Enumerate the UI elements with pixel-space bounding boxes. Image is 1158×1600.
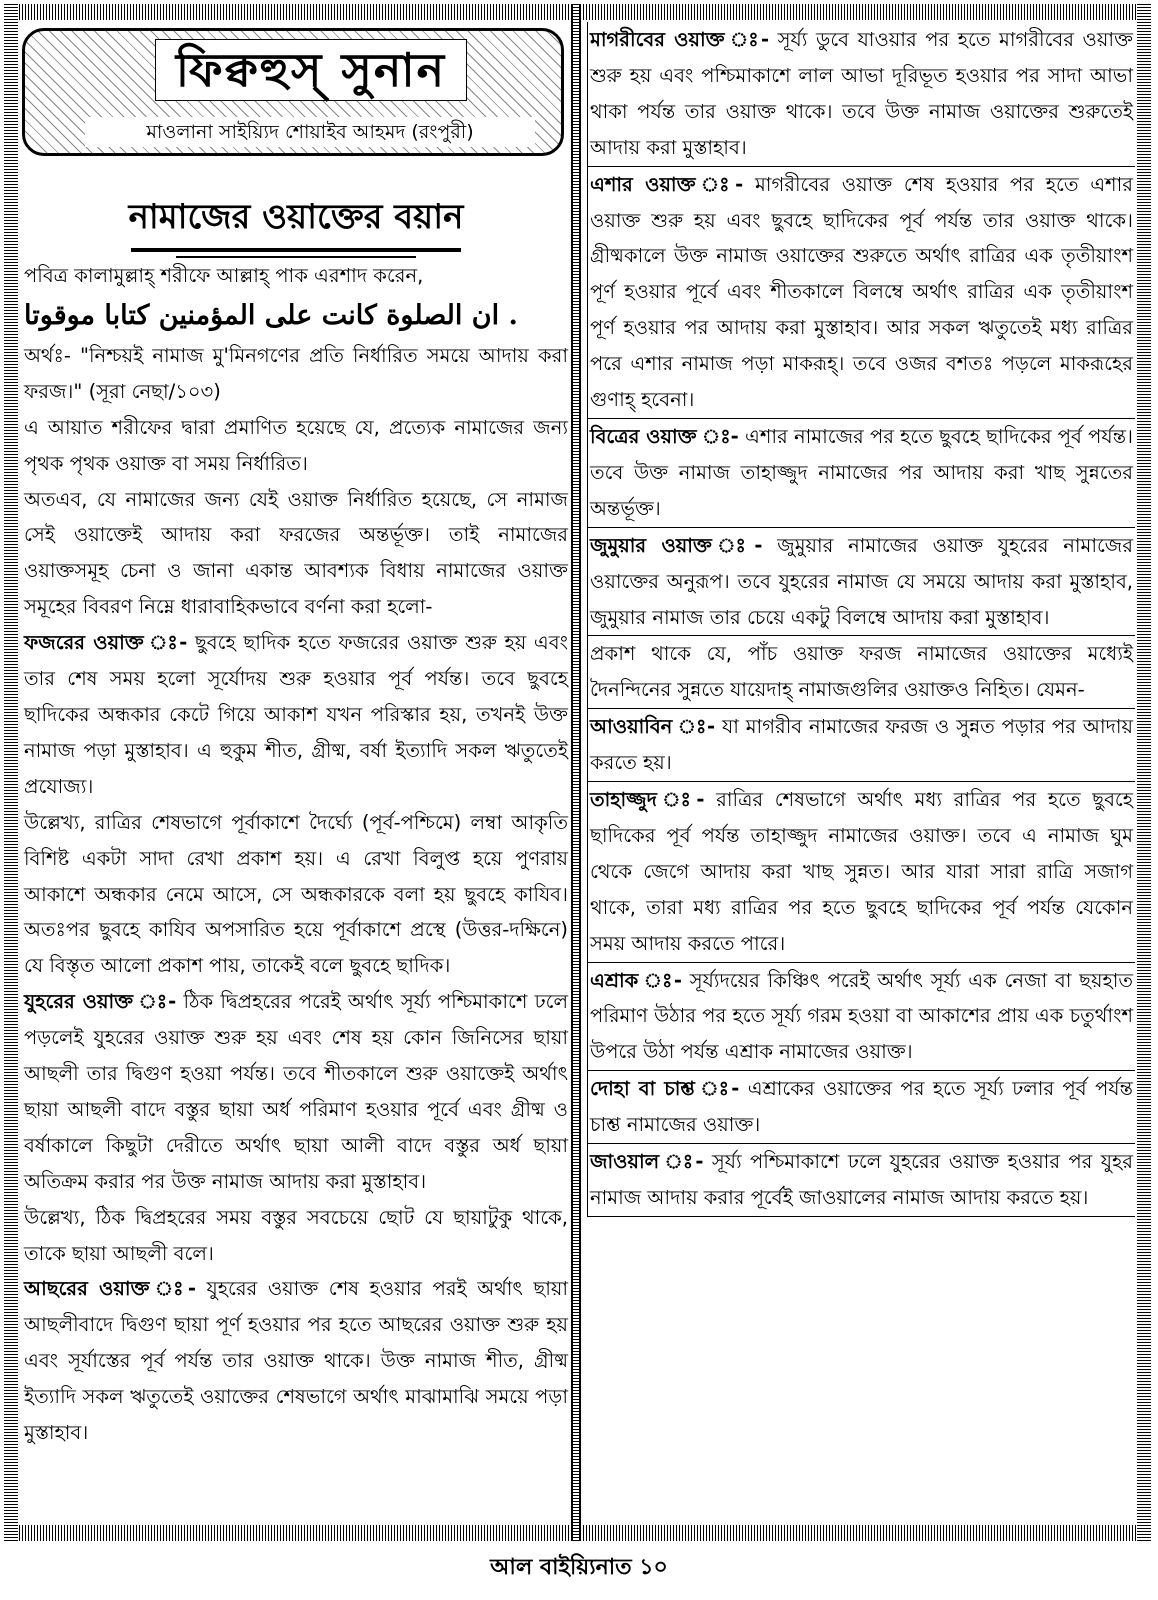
paragraph: প্রকাশ থাকে যে, পাঁচ ওয়াক্ত ফরজ নামাজের ওয়াক্তের মধ্যেই দৈনন্দিনের সুন্নতে যায়েদাহ্ নামাজগুলির ওয়াক্তও নিহিত। যেমন- — [587, 636, 1135, 709]
section-text: যুহরের ওয়াক্ত শেষ হওয়ার পরই অর্থাৎ ছায়া আছলীবাদে দ্বিগুণ ছায়া পূর্ণ হওয়ার পর হতে আছরের ওয়াক্ত শুরু হয় এবং সূর্যাস্তের পূর্ব পর্যন্ত তার ওয়াক্ত থাকে। উক্ত নামাজ শীত, গ্রীষ্ম ইত্যাদি সকল ঋতুতেই ওয়াক্তের শেষভাগে অর্থাৎ মাঝামাঝি সময়ে পড়া মুস্তাহাব। — [24, 1277, 568, 1445]
jumua-section — [587, 528, 1135, 637]
section-label: ফজরের ওয়াক্ত ঃ- — [24, 631, 188, 655]
zawal-section — [587, 1144, 1135, 1217]
section-text: মাগরীবের ওয়াক্ত শেষ হওয়ার পর হতে এশার ওয়াক্ত শুরু হয় এবং ছুবহে ছাদিকের পূর্ব পর্যন্ত তার ওয়াক্ত থাকে। গ্রীষ্মকালে উক্ত নামাজ ওয়াক্তের শুরুতে অর্থাৎ রাত্রির এক তৃতীয়াংশ পূর্ণ হওয়ার পূর্বে এবং শীতকালে বিলম্বে অর্থাৎ রাত্রির এক তৃতীয়াংশ পূর্ণ হওয়ার পর আদায় করা মুস্তাহাব। আর সকল ঋতুতেই মধ্য রাত্রির পরে এশার নামাজ পড়া মাকরূহ্। তবে ওজর বশতঃ পড়লে মাকরূহের গুণাহ্ হবেনা। — [590, 172, 1133, 412]
column-divider — [571, 4, 581, 1541]
section-label: আছরের ওয়াক্ত ঃ- — [24, 1277, 196, 1301]
article-heading: নামাজের ওয়াক্তের বয়ান — [128, 197, 464, 237]
zuhr-section — [22, 984, 570, 1199]
fajr-section — [22, 625, 570, 805]
right-border — [1137, 4, 1151, 1541]
section-text: এশ্রাকের ওয়াক্তের পর হতে সূর্য্য ঢলার পূর্ব পর্যন্ত চাশ্ত নামাজের ওয়াক্ত। — [590, 1077, 1133, 1137]
section-label: বিত্রের ওয়াক্ত ঃ- — [590, 424, 739, 448]
paragraph: উল্লেখ্য, ঠিক দ্বিপ্রহরের সময় বস্তুর সবচেয়ে ছোট যে ছায়াটুকু থাকে, তাকে ছায়া আছলী বলে। — [24, 1205, 568, 1265]
section-text: সূর্য্য পশ্চিমাকাশে ঢলে যুহরের ওয়াক্ত হওয়ার পর যুহর নামাজ আদায় করার পূর্বেই জাওয়ালের নামাজ আদায় করতে হয়। — [590, 1150, 1133, 1209]
maghrib-section — [587, 22, 1135, 167]
section-text: জুমুয়ার নামাজের ওয়াক্ত যুহরের নামাজের ওয়াক্তের অনুরূপ। তবে যুহরের নামাজ যে সময়ে আদায় করা মুস্তাহাব, জুমুয়ার নামাজ তার চেয়ে একটু বিলম্বে আদায় করা মুস্তাহাব। — [590, 533, 1133, 629]
witr-section — [587, 419, 1135, 528]
heading-underline — [131, 248, 461, 252]
asr-section — [22, 1271, 570, 1451]
page-footer: আল বাইয়্যিনাত ১০ — [490, 1555, 668, 1580]
article-body-left — [22, 258, 570, 1451]
section-text: ঠিক দ্বিপ্রহরের পরেই অর্থাৎ সূর্য্য পশ্চিমাকাশে ঢলে পড়লেই যুহরের ওয়াক্ত শুরু হয় এবং শেষ হয় কোন জিনিসের ছায়া আছলী তার দ্বিগুণ হওয়া পর্যন্ত। তবে শীতকালে শুরু ওয়াক্তেই অর্থাৎ ছায়া আছলী বাদে বস্তুর ছায়া অর্ধ পরিমাণ হওয়ার পূর্বে এবং গ্রীষ্ম ও বর্ষাকালে কিছুটা দেরীতে অর্থাৎ ছায়া আলী বাদে বস্তুর অর্ধ ছায়া অতিক্রম করার পর উক্ত নামাজ আদায় করা মুস্তাহাব। — [24, 990, 568, 1193]
section-text: রাত্রির শেষভাগে অর্থাৎ মধ্য রাত্রির পর হতে ছুবহে ছাদিকের পূর্ব পর্যন্ত তাহাজ্জুদ নামাজের ওয়াক্ত। তবে এ নামাজ ঘুম থেকে জেগে আদায় করা খাছ সুন্নত। আর যারা সারা রাত্রি সজাগ থাকে, তারা মধ্য রাত্রির পর হতে ছুবহে ছাদিকের পূর্ব পর্যন্ত যেকোন সময় আদায় করতে পারে। — [590, 788, 1133, 955]
section-label: আওয়াবিন ঃ- — [590, 715, 716, 739]
section-text: এশার নামাজের পর হতে ছুবহে ছাদিকের পূর্ব পর্যন্ত। তবে উক্ত নামাজ তাহাজ্জুদ নামাজের পর আদায় করা খাছ সুন্নতের অন্তর্ভূক্ত। — [590, 424, 1133, 520]
section-text: যা মাগরীব নামাজের ফরজ ও সুন্নত পড়ার পর আদায় করতে হয়। — [590, 715, 1133, 775]
banner-title: ফিক্বহুস্ সুনান — [155, 39, 467, 101]
section-label: দোহা বা চাশ্ত ঃ- — [590, 1077, 740, 1101]
section-label: জুমুয়ার ওয়াক্ত ঃ- — [590, 533, 763, 557]
section-label: যুহরের ওয়াক্ত ঃ- — [24, 990, 177, 1014]
duha-section — [587, 1071, 1135, 1144]
paragraph: উল্লেখ্য, রাত্রির শেষভাগে পূর্বাকাশে দৈর্ঘ্যে (পূর্ব-পশ্চিমে) লম্বা আকৃতি বিশিষ্ট একটা সাদা রেখা প্রকাশ হয়। এ রেখা বিলুপ্ত হয়ে পুণরায় আকাশে অন্ধকার নেমে আসে, সে অন্ধকারকে বলা হয় ছুবহে কাযিব। অতঃপর ছুবহে কাযিব অপসারিত হয়ে পূর্বাকাশে প্রস্থে (উত্তর-দক্ষিনে) যে বিস্তৃত আলো প্রকাশ পায়, তাকেই বলে ছুবহে ছাদিক। — [24, 810, 568, 978]
section-label: মাগরীবের ওয়াক্ত ঃ- — [590, 28, 770, 51]
ishraq-section — [587, 963, 1135, 1072]
isha-section — [587, 167, 1135, 419]
column-banner — [22, 28, 564, 156]
tahajjud-section — [587, 782, 1135, 963]
section-label: তাহাজ্জুদ ঃ- — [590, 788, 705, 812]
section-text: ছুবহে ছাদিক হতে ফজরের ওয়াক্ত শুরু হয় এবং তার শেষ সময় হলো সূর্যোদয় শুরু হওয়ার পূর্ব পর্যন্ত। তবে ছুবহে ছাদিকের অন্ধকার কেটে গিয়ে আকাশ যখন পরিস্কার হয়, তখনই উক্ত নামাজ পড়া মুস্তাহাব। এ হুকুম শীত, গ্রীষ্ম, বর্ষা ইত্যাদি সকল ঋতুতেই প্রযোজ্য। — [24, 631, 568, 798]
banner-author: মাওলানা সাইয়্যিদ শোয়াইব আহমদ (রংপুরী) — [85, 117, 535, 147]
section-label: এশ্রাক ঃ- — [590, 968, 683, 992]
section-label: জাওয়াল ঃ- — [590, 1150, 704, 1174]
arabic-verse: ان الصلوة كانت على المؤمنين كتابا موقوتا . — [24, 299, 518, 331]
section-text: সূর্য্য ডুবে যাওয়ার পর হতে মাগরীবের ওয়াক্ত শুরু হয় এবং পশ্চিমাকাশে লাল আভা দূরিভূত হওয়ার পর সাদা আভা থাকা পর্যন্ত তার ওয়াক্ত থাকে। তবে উক্ত নামাজ ওয়াক্তের শুরুতেই আদায় করা মুস্তাহাব। — [590, 28, 1133, 159]
section-text: সূর্য্যদয়ের কিঞ্চিৎ পরেই অর্থাৎ সূর্য্য এক নেজা বা ছয়হাত পরিমাণ উঠার পর হতে সূর্য্য গরম হওয়া বা আকাশের প্রায় এক চতুর্থাংশ উপরে উঠা পর্যন্ত এশ্রাক নামাজের ওয়াক্ত। — [590, 968, 1133, 1064]
section-label: এশার ওয়াক্ত ঃ- — [590, 172, 744, 196]
paragraph: অতএব, যে নামাজের জন্য যেই ওয়াক্ত নির্ধারিত হয়েছে, সে নামাজ সেই ওয়াক্তেই আদায় করা ফরজের অন্তর্ভূক্ত। তাই নামাজের ওয়াক্তসমূহ চেনা ও জানা একান্ত আবশ্যক বিধায় নামাজের ওয়াক্ত সমূহের বিবরণ নিম্নে ধারাবাহিকভাবে বর্ণনা করা হলো- — [24, 487, 568, 619]
awwabin-section — [587, 709, 1135, 782]
translation: অর্থঃ- "নিশ্চয়ই নামাজ মু'মিনগণের প্রতি নির্ধারিত সময়ে আদায় করা ফরজ।" (সূরা নেছা/১০৩) — [24, 343, 568, 403]
paragraph: এ আয়াত শরীফের দ্বারা প্রমাণিত হয়েছে যে, প্রত্যেক নামাজের জন্য পৃথক পৃথক ওয়াক্ত বা সময় নির্ধারিত। — [24, 415, 568, 475]
left-border — [4, 4, 18, 1541]
left-column — [22, 22, 570, 1451]
intro-line: পবিত্র কালামুল্লাহ্ শরীফে আল্লাহ্ পাক এরশাদ করেন, — [24, 264, 424, 287]
right-column — [587, 22, 1135, 1217]
